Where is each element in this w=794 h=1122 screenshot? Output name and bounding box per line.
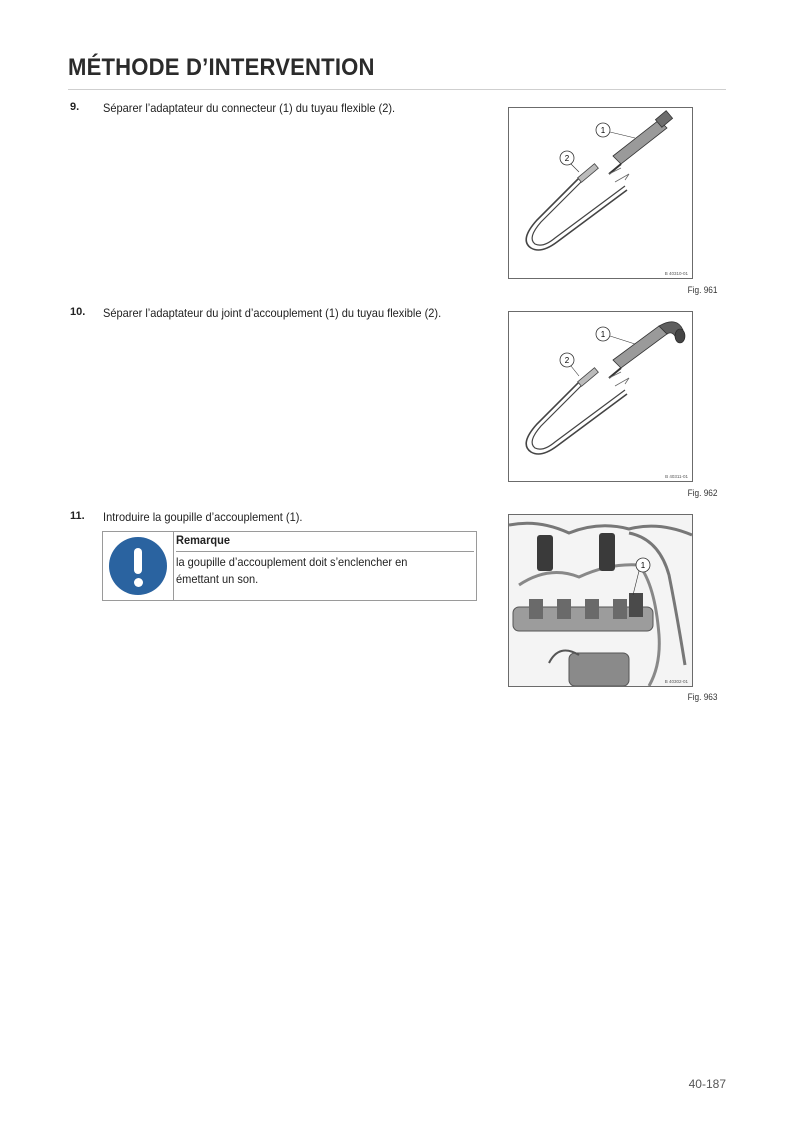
figure-code: B 40310-01 [664, 271, 688, 276]
exclamation-icon [109, 537, 167, 595]
callout-label: 1 [640, 561, 646, 570]
callout-label: 2 [564, 356, 570, 365]
note-icon-cell [103, 532, 174, 600]
note-box [102, 531, 477, 601]
figure-961 [508, 107, 693, 279]
figure-code: B 40311-01 [665, 474, 688, 479]
callout-label: 2 [564, 154, 570, 163]
hose-connector-illustration [509, 108, 692, 278]
figure-caption: Fig. 962 [688, 488, 718, 498]
figure-caption: Fig. 961 [688, 285, 718, 295]
figure-962 [508, 311, 693, 482]
callout-label: 1 [600, 126, 606, 135]
note-title: Remarque [176, 533, 474, 552]
step-text: Introduire la goupille d’accouplement (1). [103, 510, 303, 524]
step-text: Séparer l’adaptateur du joint d’accouplement (1) du tuyau flexible (2). [103, 306, 442, 320]
header-rule [68, 89, 726, 90]
page-number: 40-187 [688, 1077, 726, 1091]
page-title: MÉTHODE D’INTERVENTION [68, 54, 375, 81]
figure-code: B 40302-01 [664, 679, 688, 684]
note-text: la goupille d’accouplement doit s’enclencher en émettant un son. [176, 555, 408, 586]
hose-coupling-illustration [509, 312, 692, 481]
step-number: 11. [70, 510, 85, 522]
step-number: 9. [70, 101, 80, 113]
figure-963 [508, 514, 693, 687]
engine-rail-illustration [509, 515, 692, 686]
step-number: 10. [70, 306, 86, 318]
step-text: Séparer l’adaptateur du connecteur (1) du tuyau flexible (2). [103, 101, 396, 115]
figure-caption: Fig. 963 [688, 692, 718, 702]
callout-label: 1 [600, 330, 606, 339]
